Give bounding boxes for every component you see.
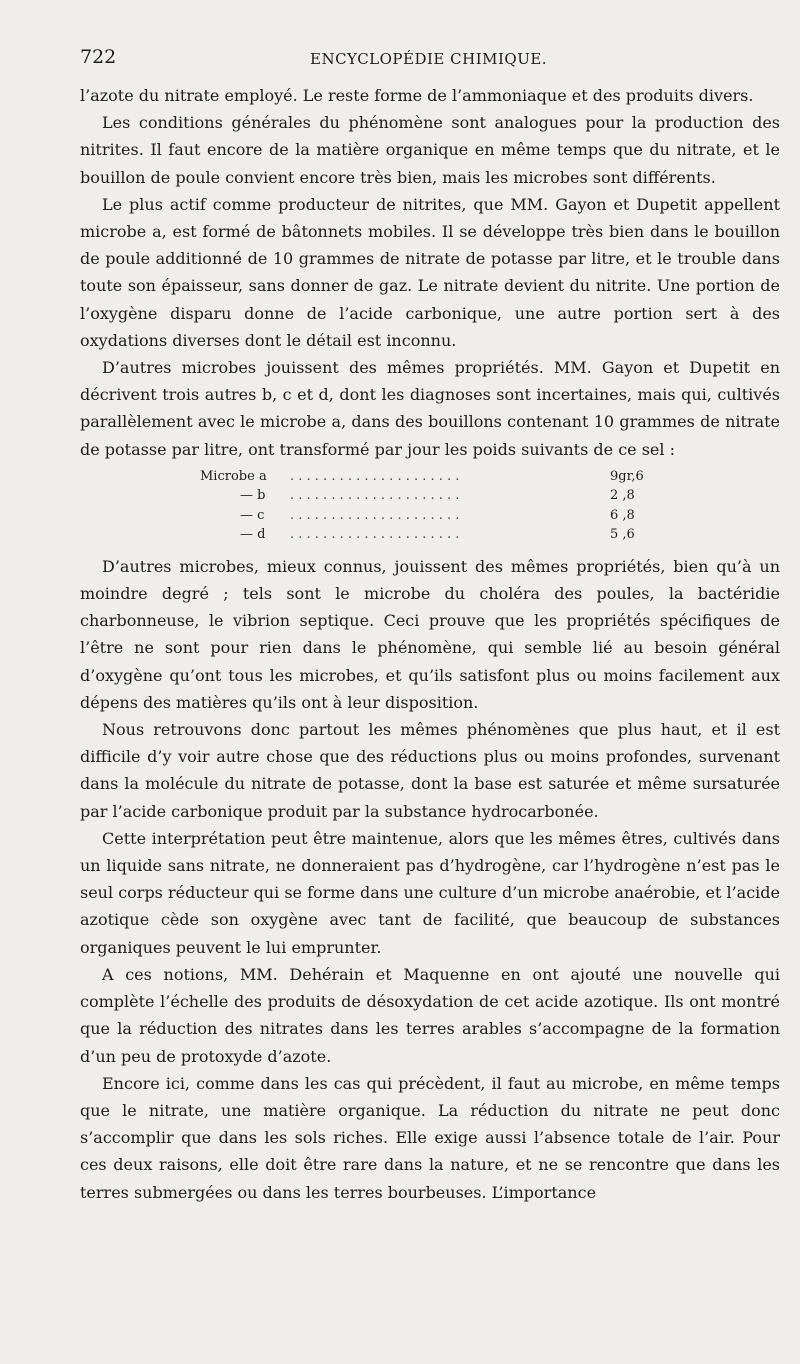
page-number: 722 — [80, 46, 117, 68]
results-row — [80, 467, 780, 487]
results-label: — b — [240, 488, 266, 504]
page-header — [80, 46, 780, 74]
results-row — [80, 506, 780, 526]
dot-leader: . . . . . . . . . . . . . . . . . . . . . — [290, 468, 460, 484]
paragraph: Nous retrouvons donc partout les mêmes phénomènes que plus haut, et il est difficile d’y voir autre chose que des réductions plus ou moins profondes, survenant dans la molécule du nitrate de potasse, dont la base est saturée et même sursaturée par l’acide carbonique produit par la substance hydrocarbonée. — [80, 720, 780, 821]
paragraph: Les conditions générales du phénomène sont analogues pour la production des nitrites. Il faut encore de la matière organique en même temps que du nitrate, et le bouillon de poule convient encore très bien, mais les microbes sont différents. — [80, 113, 780, 187]
running-title: ENCYCLOPÉDIE CHIMIQUE. — [310, 50, 548, 68]
paragraph: Le plus actif comme producteur de nitrites, que MM. Gayon et Dupetit appellent microbe a, est formé de bâtonnets mobiles. Il se développe très bien dans le bouillon de poule additionné de 10 grammes de nitrate de potasse par litre, et le trouble dans toute son épaisseur, sans donner de gaz. Le nitrate devient du nitrite. Une portion de l’oxygène disparu donne de l’acide carbonique, une autre portion sert à des oxydations diverses dont le détail est inconnu. — [80, 194, 780, 350]
paragraph: A ces notions, MM. Dehérain et Maquenne en ont ajouté une nouvelle qui complète l’échelle des produits de désoxydation de cet acide azotique. Ils ont montré que la réduction des nitrates dans les terres arables s’accompagne de la formation d’un peu de protoxyde d’azote. — [80, 964, 780, 1066]
results-label: — d — [240, 527, 266, 543]
paragraph: D’autres microbes jouissent des mêmes propriétés. MM. Gayon et Dupetit en décrivent trois autres b, c et d, dont les diagnoses sont incertaines, mais qui, cultivés parallèlement avec le microbe a, dans des bouillons contenant 10 grammes de nitrate de potasse par litre, ont transformé par jour les poids suivants de ce sel : — [80, 358, 780, 459]
results-label: — c — [240, 507, 265, 523]
paragraph: Cette interprétation peut être maintenue, alors que les mêmes êtres, cultivés dans un liquide sans nitrate, ne donneraient pas d’hydrogène, car l’hydrogène n’est pas le seul corps réducteur qui se forme dans une culture d’un microbe anaérobie, et l’acide azotique cède son oxygène avec tant de facilité, que beaucoup de substances organiques peuvent le lui emprunter. — [80, 828, 780, 957]
results-table — [80, 467, 780, 545]
paragraph: Encore ici, comme dans les cas qui précèdent, il faut au microbe, en même temps que le nitrate, une matière organique. La réduction du nitrate ne peut donc s’accomplir que dans les sols riches. Elle exige aussi l’absence totale de l’air. Pour ces deux raisons, elle doit être rare dans la nature, et ne se rencontre que dans les terres submergées ou dans les terres bourbeuses. L’importance — [80, 1073, 780, 1202]
results-row — [80, 486, 780, 506]
results-value: 6 ,8 — [610, 507, 635, 523]
dot-leader: . . . . . . . . . . . . . . . . . . . . . — [290, 488, 460, 504]
paragraph: l’azote du nitrate employé. Le reste forme de l’ammoniaque et des produits divers. — [80, 86, 754, 105]
results-value: 5 ,6 — [610, 527, 635, 543]
body-text — [80, 82, 780, 1206]
paragraph: D’autres microbes, mieux connus, jouissent des mêmes propriétés, bien qu’à un moindre degré ; tels sont le microbe du choléra des poules, la bactéridie charbonneuse, le vibrion septique. Ceci prouve que les propriétés spécifiques de l’être ne sont pour rien dans le phénomène, qui semble lié au besoin général d’oxygène qu’ont tous les microbes, et qu’ils satisfont plus ou moins facilement aux dépens des matières qu’ils ont à leur disposition. — [80, 556, 780, 712]
results-label: Microbe a — [200, 468, 267, 484]
results-value: 2 ,8 — [610, 488, 635, 504]
results-row — [80, 525, 780, 545]
results-value: 9gr,6 — [610, 468, 644, 484]
dot-leader: . . . . . . . . . . . . . . . . . . . . . — [290, 527, 460, 543]
dot-leader: . . . . . . . . . . . . . . . . . . . . . — [290, 507, 460, 523]
